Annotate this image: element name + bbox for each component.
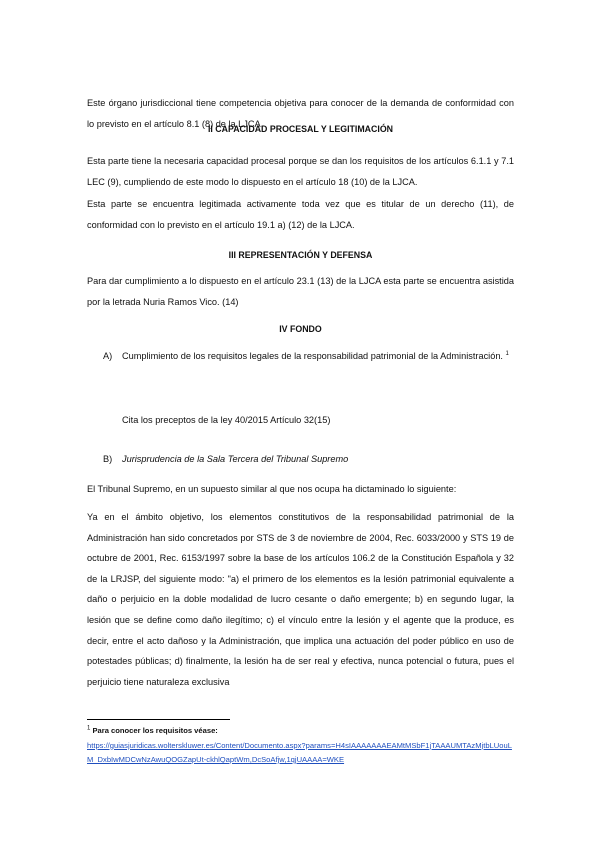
heading-fondo: IV FONDO [279, 324, 322, 334]
list-marker-b: B) [103, 454, 113, 464]
paragraph-jurisprudencia: Ya en el ámbito objetivo, los elementos constitutivos de la responsabilidad patrimonial de la Administración han sido concretados por STS de 3 de noviembre de 2004, Rec. 6033/2000 y STS 19 de octubre de 2001, Rec. 6153/1997 sobre la base de los artículos 106.2 de la Constitución Española y 32 de la LRJSP, del siguiente modo: "a) el primero de los elementos es la lesión patrimonial equivalente a daño o perjuicio en la doble modalidad de lucro cesante o daño emergente; b) en segundo lugar, la lesión que se define como daño ilegítimo; c) el vínculo entre la lesión y el agente que la produce, es decir, entre el acto dañoso y la Administración, que implica una actuación del poder público en uso de potestades públicas; d) finalmente, la lesión ha de ser real y efectiva, nunca potencial o futura, pues el perjuicio tiene naturaleza exclusiva [87, 512, 514, 687]
list-item-a-label: Cumplimiento de los requisitos legales de la responsabilidad patrimonial de la Administración. [122, 351, 503, 361]
list-item-a [103, 346, 514, 390]
paragraph-legitimacion: Esta parte se encuentra legitimada activamente toda vez que es titular de un derecho (11), de conformidad con lo previsto en el artículo 19.1 a) (12) de la LJCA. [87, 199, 514, 230]
heading-representacion: III REPRESENTACIÓN Y DEFENSA [228, 250, 373, 260]
footnote-separator [87, 719, 230, 720]
paragraph-cita: Cita los preceptos de la ley 40/2015 Artículo 32(15) [122, 415, 331, 425]
list-marker-a: A) [103, 351, 113, 361]
footnote [87, 724, 517, 768]
list-item-b [103, 449, 514, 471]
footnote-link[interactable]: https://guiasjuridicas.wolterskluwer.es/Content/Documento.aspx?params=H4sIAAAAAAAEAMtMSbF1jTAAAUMTAzMjtbLUouLM_DxbIwMDCwNzAwuQOGZapUt-ckhlQaptWm,DcSoAfjw,1qjUAAAA=WKE [87, 740, 512, 764]
list-item-a-text [122, 346, 514, 367]
footnote-label: Para conocer los requisitos véase: [92, 726, 218, 735]
paragraph-competencia: Este órgano jurisdiccional tiene competencia objetiva para conocer de la demanda de conformidad con lo previsto en el artículo 8.1 (8) de la LJCA. [87, 98, 514, 129]
paragraph-representacion: Para dar cumplimiento a lo dispuesto en el artículo 23.1 (13) de la LJCA esta parte se encuentra asistida por la letrada Nuria Ramos Vico. (14) [87, 276, 514, 307]
list-item-b-text: Jurisprudencia de la Sala Tercera del Tribunal Supremo [122, 454, 349, 464]
footnote-number: 1 [87, 725, 91, 732]
paragraph-capacidad: Esta parte tiene la necesaria capacidad procesal porque se dan los requisitos de los artículos 6.1.1 y 7.1 LEC (9), cumpliendo de este modo lo dispuesto en el artículo 18 (10) de la LJCA. [87, 156, 514, 187]
footnote-ref: 1 [505, 350, 509, 357]
heading-capacidad-procesal: II CAPACIDAD PROCESAL Y LEGITIMACIÓN [207, 124, 394, 134]
paragraph-tribunal-supremo: El Tribunal Supremo, en un supuesto similar al que nos ocupa ha dictaminado lo siguiente: [87, 484, 457, 494]
